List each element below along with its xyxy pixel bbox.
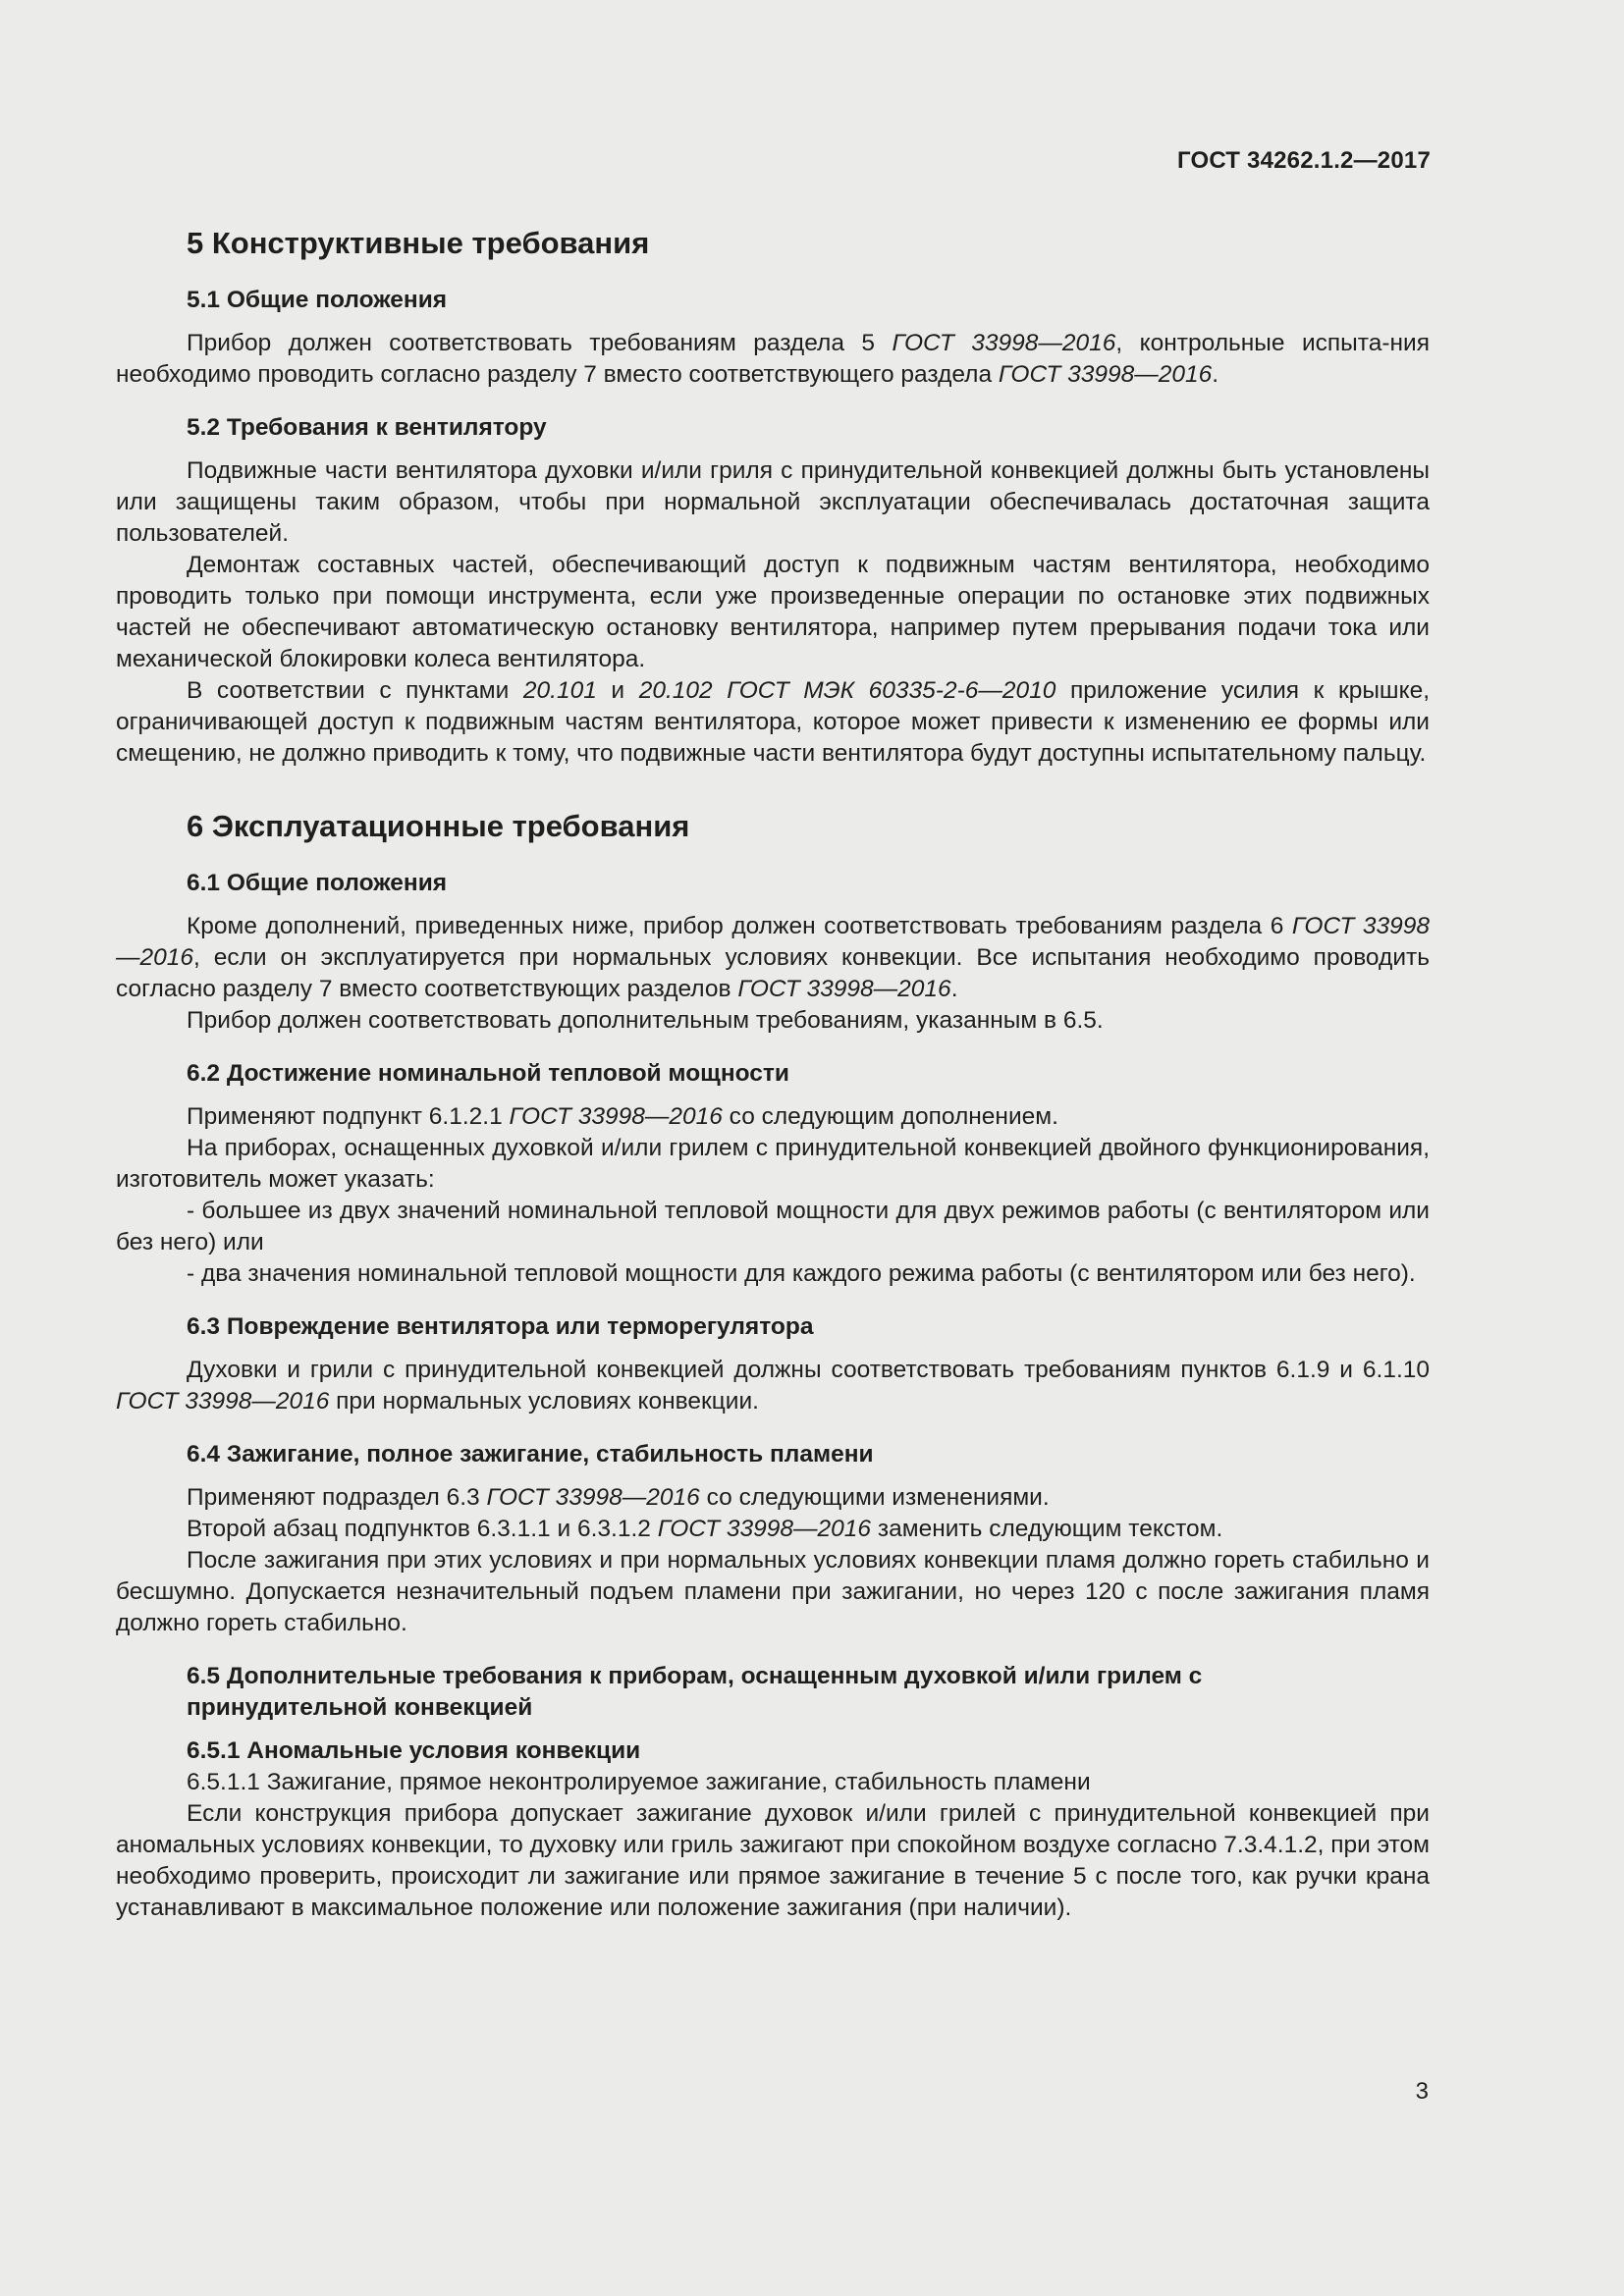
paragraph-6-5-1-1: Если конструкция прибора допускает зажигание духовок и/или грилей с принудительной конвекцией при аномальных условиях конвекции, то духовку или гриль зажигают при спокойном воздухе согласно 7.3.4.1.2, при этом необходимо проверить, происходит ли зажигание или прямое зажигание в течение 5 с после того, как ручки крана устанавливают в максимальное положение или положение зажигания (при наличии). [116,1800,1431,1921]
section-5-2-title: 5.2 Требования к вентилятору [187,414,547,441]
page-number: 3 [1415,2078,1429,2105]
document-body [116,224,1430,1924]
paragraph-6-2-1: Применяют подпункт 6.1.2.1 ГОСТ 33998—2016 со следующим дополнением. [187,1103,1058,1130]
section-6-4-title: 6.4 Зажигание, полное зажигание, стабильность пламени [187,1441,874,1468]
paragraph-6-2-2: На приборах, оснащенных духовкой и/или грилем с принудительной конвекцией двойного функционирования, изготовитель может указать: [116,1135,1430,1193]
paragraph-5-1-1: Прибор должен соответствовать требованиям раздела 5 ГОСТ 33998—2016, контрольные испыта-ния необходимо проводить согласно разделу 7 вместо соответствующего раздела ГОСТ 33998—2016. [116,330,1430,388]
section-6-5-1-1-title: 6.5.1.1 Зажигание, прямое неконтролируемое зажигание, стабильность пламени [187,1769,1091,1795]
section-6-title: 6 Эксплуатационные требования [187,809,690,843]
section-6-1-title: 6.1 Общие положения [187,870,448,896]
document-code-header: ГОСТ 34262.1.2—2017 [1177,147,1431,174]
section-6-5-title: 6.5 Дополнительные требования к приборам, оснащенным духовкой и/или грилем с принудительной конвекцией [187,1663,1203,1721]
paragraph-6-1-2: Прибор должен соответствовать дополнительным требованиям, указанным в 6.5. [187,1007,1104,1034]
paragraph-6-4-3: После зажигания при этих условиях и при нормальных условиях конвекции пламя должно гореть стабильно и бесшумно. Допускается незначительный подъем пламени при зажигании, но через 120 с после зажигания пламя должно гореть стабильно. [116,1547,1430,1636]
paragraph-6-4-2: Второй абзац подпунктов 6.3.1.1 и 6.3.1.2 ГОСТ 33998—2016 заменить следующим текстом. [187,1516,1223,1542]
paragraph-6-1-1: Кроме дополнений, приведенных ниже, прибор должен соответствовать требованиям раздела 6 ГОСТ 33998—2016, если он эксплуатируется при нормальных условиях конвекции. Все испытания необходимо проводить согласно разделу 7 вместо соответствующих разделов ГОСТ 33998—2016. [116,913,1430,1002]
paragraph-5-2-3: В соответствии с пунктами 20.101 и 20.102 ГОСТ МЭК 60335-2-6—2010 приложение усилия к крышке, ограничивающей доступ к подвижным частям вентилятора, которое может привести к изменению ее формы или смещению, не должно приводить к тому, что подвижные части вентилятора будут доступны испытательному пальцу. [116,677,1431,767]
paragraph-6-4-1: Применяют подраздел 6.3 ГОСТ 33998—2016 со следующими изменениями. [187,1484,1050,1511]
section-5-1-title: 5.1 Общие положения [187,287,448,313]
list-item: - большее из двух значений номинальной тепловой мощности для двух режимов работы (с вентилятором или без него) или [116,1198,1430,1255]
paragraph-5-2-1: Подвижные части вентилятора духовки и/или гриля с принудительной конвекцией должны быть установлены или защищены таким образом, чтобы при нормальной эксплуатации обеспечивалась достаточная защита пользователей. [116,457,1430,547]
section-5-title: 5 Конструктивные требования [187,226,650,260]
paragraph-6-3-1: Духовки и грили с принудительной конвекцией должны соответствовать требованиям пунктов 6.1.9 и 6.1.10 ГОСТ 33998—2016 при нормальных условиях конвекции. [116,1357,1430,1415]
section-6-5-1-title: 6.5.1 Аномальные условия конвекции [187,1737,641,1764]
paragraph-5-2-2: Демонтаж составных частей, обеспечивающий доступ к подвижным частям вентилятора, необходимо проводить только при помощи инструмента, если уже произведенные операции по остановке этих подвижных частей не обеспечивают автоматическую остановку вентилятора, например путем прерывания подачи тока или механической блокировки колеса вентилятора. [116,552,1430,672]
section-6-2-title: 6.2 Достижение номинальной тепловой мощности [187,1060,789,1087]
list-item: - два значения номинальной тепловой мощности для каждого режима работы (с вентилятором или без него). [187,1260,1416,1287]
section-6-3-title: 6.3 Повреждение вентилятора или терморегулятора [187,1313,814,1340]
